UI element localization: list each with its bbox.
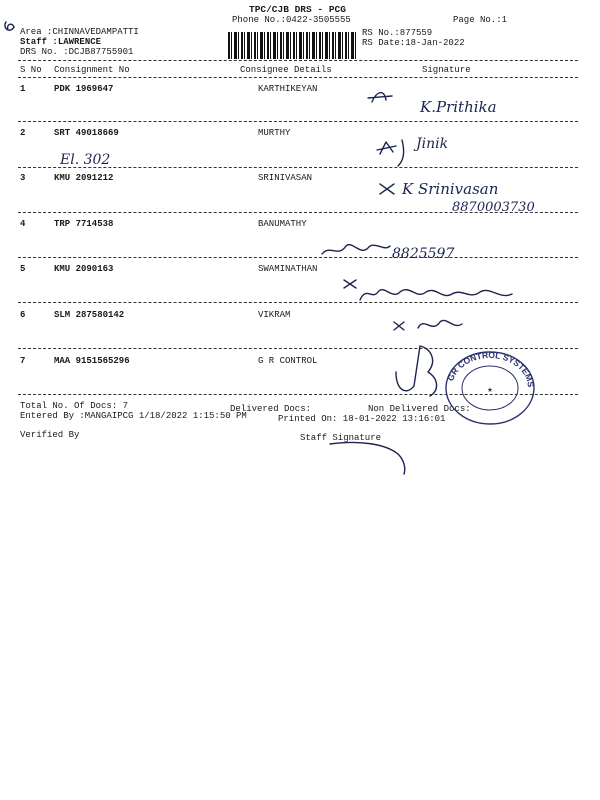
tick-mark bbox=[368, 93, 392, 102]
row5-script-signature bbox=[360, 290, 512, 300]
cross-mark bbox=[344, 280, 356, 288]
area-label: Area : bbox=[20, 27, 53, 37]
row7-initials bbox=[396, 346, 437, 396]
staff-signature-stroke bbox=[330, 442, 405, 474]
tick-mark bbox=[377, 142, 396, 154]
row-sno: 7 bbox=[20, 356, 26, 366]
row2-signature: Jinik bbox=[416, 136, 449, 152]
row-consignment-no: SLM 287580142 bbox=[54, 310, 125, 320]
row-consignment-no: SRT 49018669 bbox=[54, 128, 119, 138]
column-header-sno: S No bbox=[20, 65, 42, 75]
row-sno: 2 bbox=[20, 128, 26, 138]
company-stamp bbox=[440, 348, 540, 428]
row3-phone: 8870003730 bbox=[452, 200, 535, 215]
row2-note: El. 302 bbox=[60, 152, 111, 168]
star-icon: ★ bbox=[487, 385, 493, 395]
rs-number: RS No.:877559 bbox=[362, 28, 433, 38]
row4-script-signature bbox=[322, 245, 390, 254]
column-header-signature: Signature bbox=[422, 65, 471, 75]
verified-by: Verified By bbox=[20, 430, 80, 440]
column-header-consignment: Consignment No bbox=[54, 65, 130, 75]
row-consignment-no: KMU 2090163 bbox=[54, 264, 114, 274]
stamp-text: GR CONTROL SYSTEMS bbox=[445, 349, 537, 388]
row1-signature: K.Prithika bbox=[420, 98, 497, 116]
row-consignee: BANUMATHY bbox=[258, 219, 307, 229]
staff-label: Staff : bbox=[20, 37, 58, 47]
delivered-docs: Delivered Docs: bbox=[230, 404, 312, 414]
entered-by: Entered By :MANGAIPCG 1/18/2022 1:15:50 PM bbox=[20, 411, 247, 421]
row-sno: 1 bbox=[20, 84, 26, 94]
corner-mark bbox=[5, 22, 14, 30]
signature-stroke bbox=[398, 140, 404, 166]
row-consignee: VIKRAM bbox=[258, 310, 291, 320]
rs-date: RS Date:18-Jan-2022 bbox=[362, 38, 465, 48]
staff-value: LAWRENCE bbox=[57, 37, 102, 47]
row6-script-signature bbox=[418, 320, 462, 328]
row-sno: 3 bbox=[20, 173, 26, 183]
row3-signature: K Srinivasan bbox=[402, 180, 499, 198]
row-consignee: SWAMINATHAN bbox=[258, 264, 318, 274]
row-consignee: SRINIVASAN bbox=[258, 173, 313, 183]
row-sno: 6 bbox=[20, 310, 26, 320]
row-consignee: KARTHIKEYAN bbox=[258, 84, 318, 94]
page-number: Page No.:1 bbox=[453, 15, 508, 25]
cross-mark bbox=[380, 184, 394, 194]
row-sno: 4 bbox=[20, 219, 26, 229]
column-header-consignee: Consignee Details bbox=[240, 65, 332, 75]
non-delivered-docs: Non Delivered Docs: bbox=[368, 404, 471, 414]
row-consignment-no: PDK 1969647 bbox=[54, 84, 114, 94]
document-title: TPC/CJB DRS - PCG bbox=[249, 4, 346, 15]
row-consignment-no: MAA 9151565296 bbox=[54, 356, 130, 366]
total-docs: Total No. Of Docs: 7 bbox=[20, 401, 129, 411]
drs-number: DRS No. :DCJB87755901 bbox=[20, 47, 134, 57]
row-consignee: G R CONTROL bbox=[258, 356, 318, 366]
row-sno: 5 bbox=[20, 264, 26, 274]
printed-on: Printed On: 18-01-2022 13:16:01 bbox=[278, 414, 446, 424]
phone-number: Phone No.:0422-3505555 bbox=[232, 15, 351, 25]
row-consignment-no: TRP 7714538 bbox=[54, 219, 114, 229]
staff-signature-label: Staff Signature bbox=[300, 433, 382, 443]
row-consignee: MURTHY bbox=[258, 128, 291, 138]
row4-phone: 8825597 bbox=[392, 246, 455, 262]
row-consignment-no: KMU 2091212 bbox=[54, 173, 114, 183]
area-value: CHINNAVEDAMPATTI bbox=[52, 27, 139, 37]
cross-mark bbox=[394, 322, 404, 330]
